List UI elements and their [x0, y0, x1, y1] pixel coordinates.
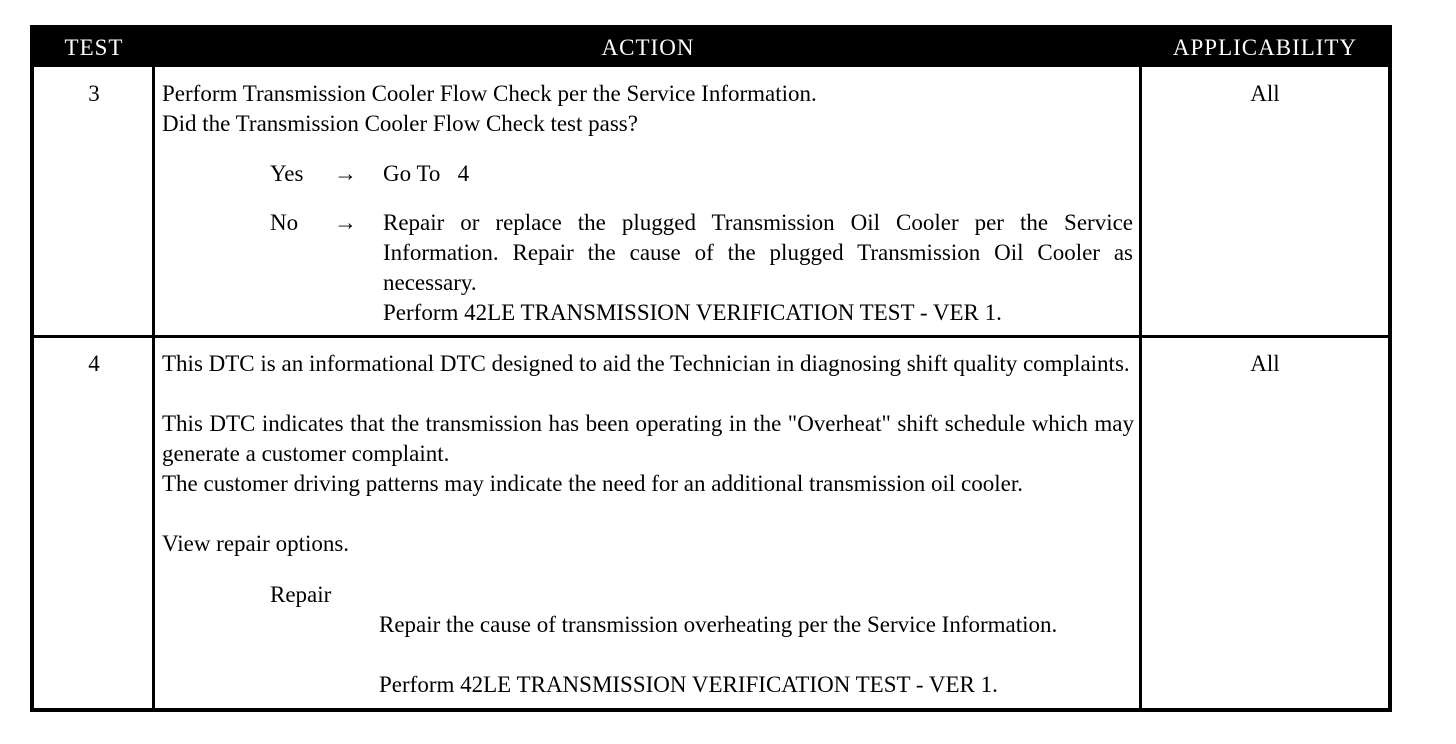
- action-paragraph: This DTC is an informational DTC designed to aid the Technician in diagnosing shift quality complaints.: [162, 351, 1130, 376]
- applicability-value: All: [1250, 351, 1280, 376]
- arrow-icon: →: [334, 210, 357, 235]
- test-number: 3: [88, 81, 100, 106]
- yes-result: Go To 4: [383, 161, 470, 186]
- action-paragraph: View repair options.: [162, 531, 350, 556]
- column-divider: [1139, 67, 1142, 708]
- row-divider: [34, 335, 1388, 338]
- action-paragraph: The customer driving patterns may indicate the need for an additional transmission oil cooler.: [162, 471, 1023, 496]
- verification-step: Perform 42LE TRANSMISSION VERIFICATION TEST - VER 1.: [383, 300, 1002, 325]
- no-label: No: [270, 210, 299, 235]
- repair-label: Repair: [270, 582, 332, 607]
- action-question: Did the Transmission Cooler Flow Check test pass?: [162, 111, 638, 136]
- action-instruction: Perform Transmission Cooler Flow Check per the Service Information.: [162, 81, 817, 106]
- verification-step: Perform 42LE TRANSMISSION VERIFICATION TEST - VER 1.: [379, 672, 998, 697]
- diagnostic-table: [30, 25, 1392, 712]
- table-header: [34, 29, 1388, 67]
- repair-text: Repair the cause of transmission overheating per the Service Information.: [379, 612, 1058, 637]
- column-divider: [152, 67, 155, 708]
- arrow-icon: →: [334, 161, 357, 186]
- test-number: 4: [88, 351, 100, 376]
- applicability-value: All: [1250, 81, 1280, 106]
- yes-label: Yes: [270, 161, 304, 186]
- header-test: TEST: [64, 35, 124, 60]
- no-result: Repair or replace the plugged Transmission Oil Cooler per the Service Information. Repair the cause of the plugged Transmission Oil Cooler as necessary.: [383, 210, 1133, 295]
- header-applicability: APPLICABILITY: [1172, 35, 1358, 60]
- header-action: ACTION: [601, 35, 695, 60]
- action-paragraph: This DTC indicates that the transmission has been operating in the "Overheat" shift schedule which may generate a customer complaint.: [162, 411, 1134, 466]
